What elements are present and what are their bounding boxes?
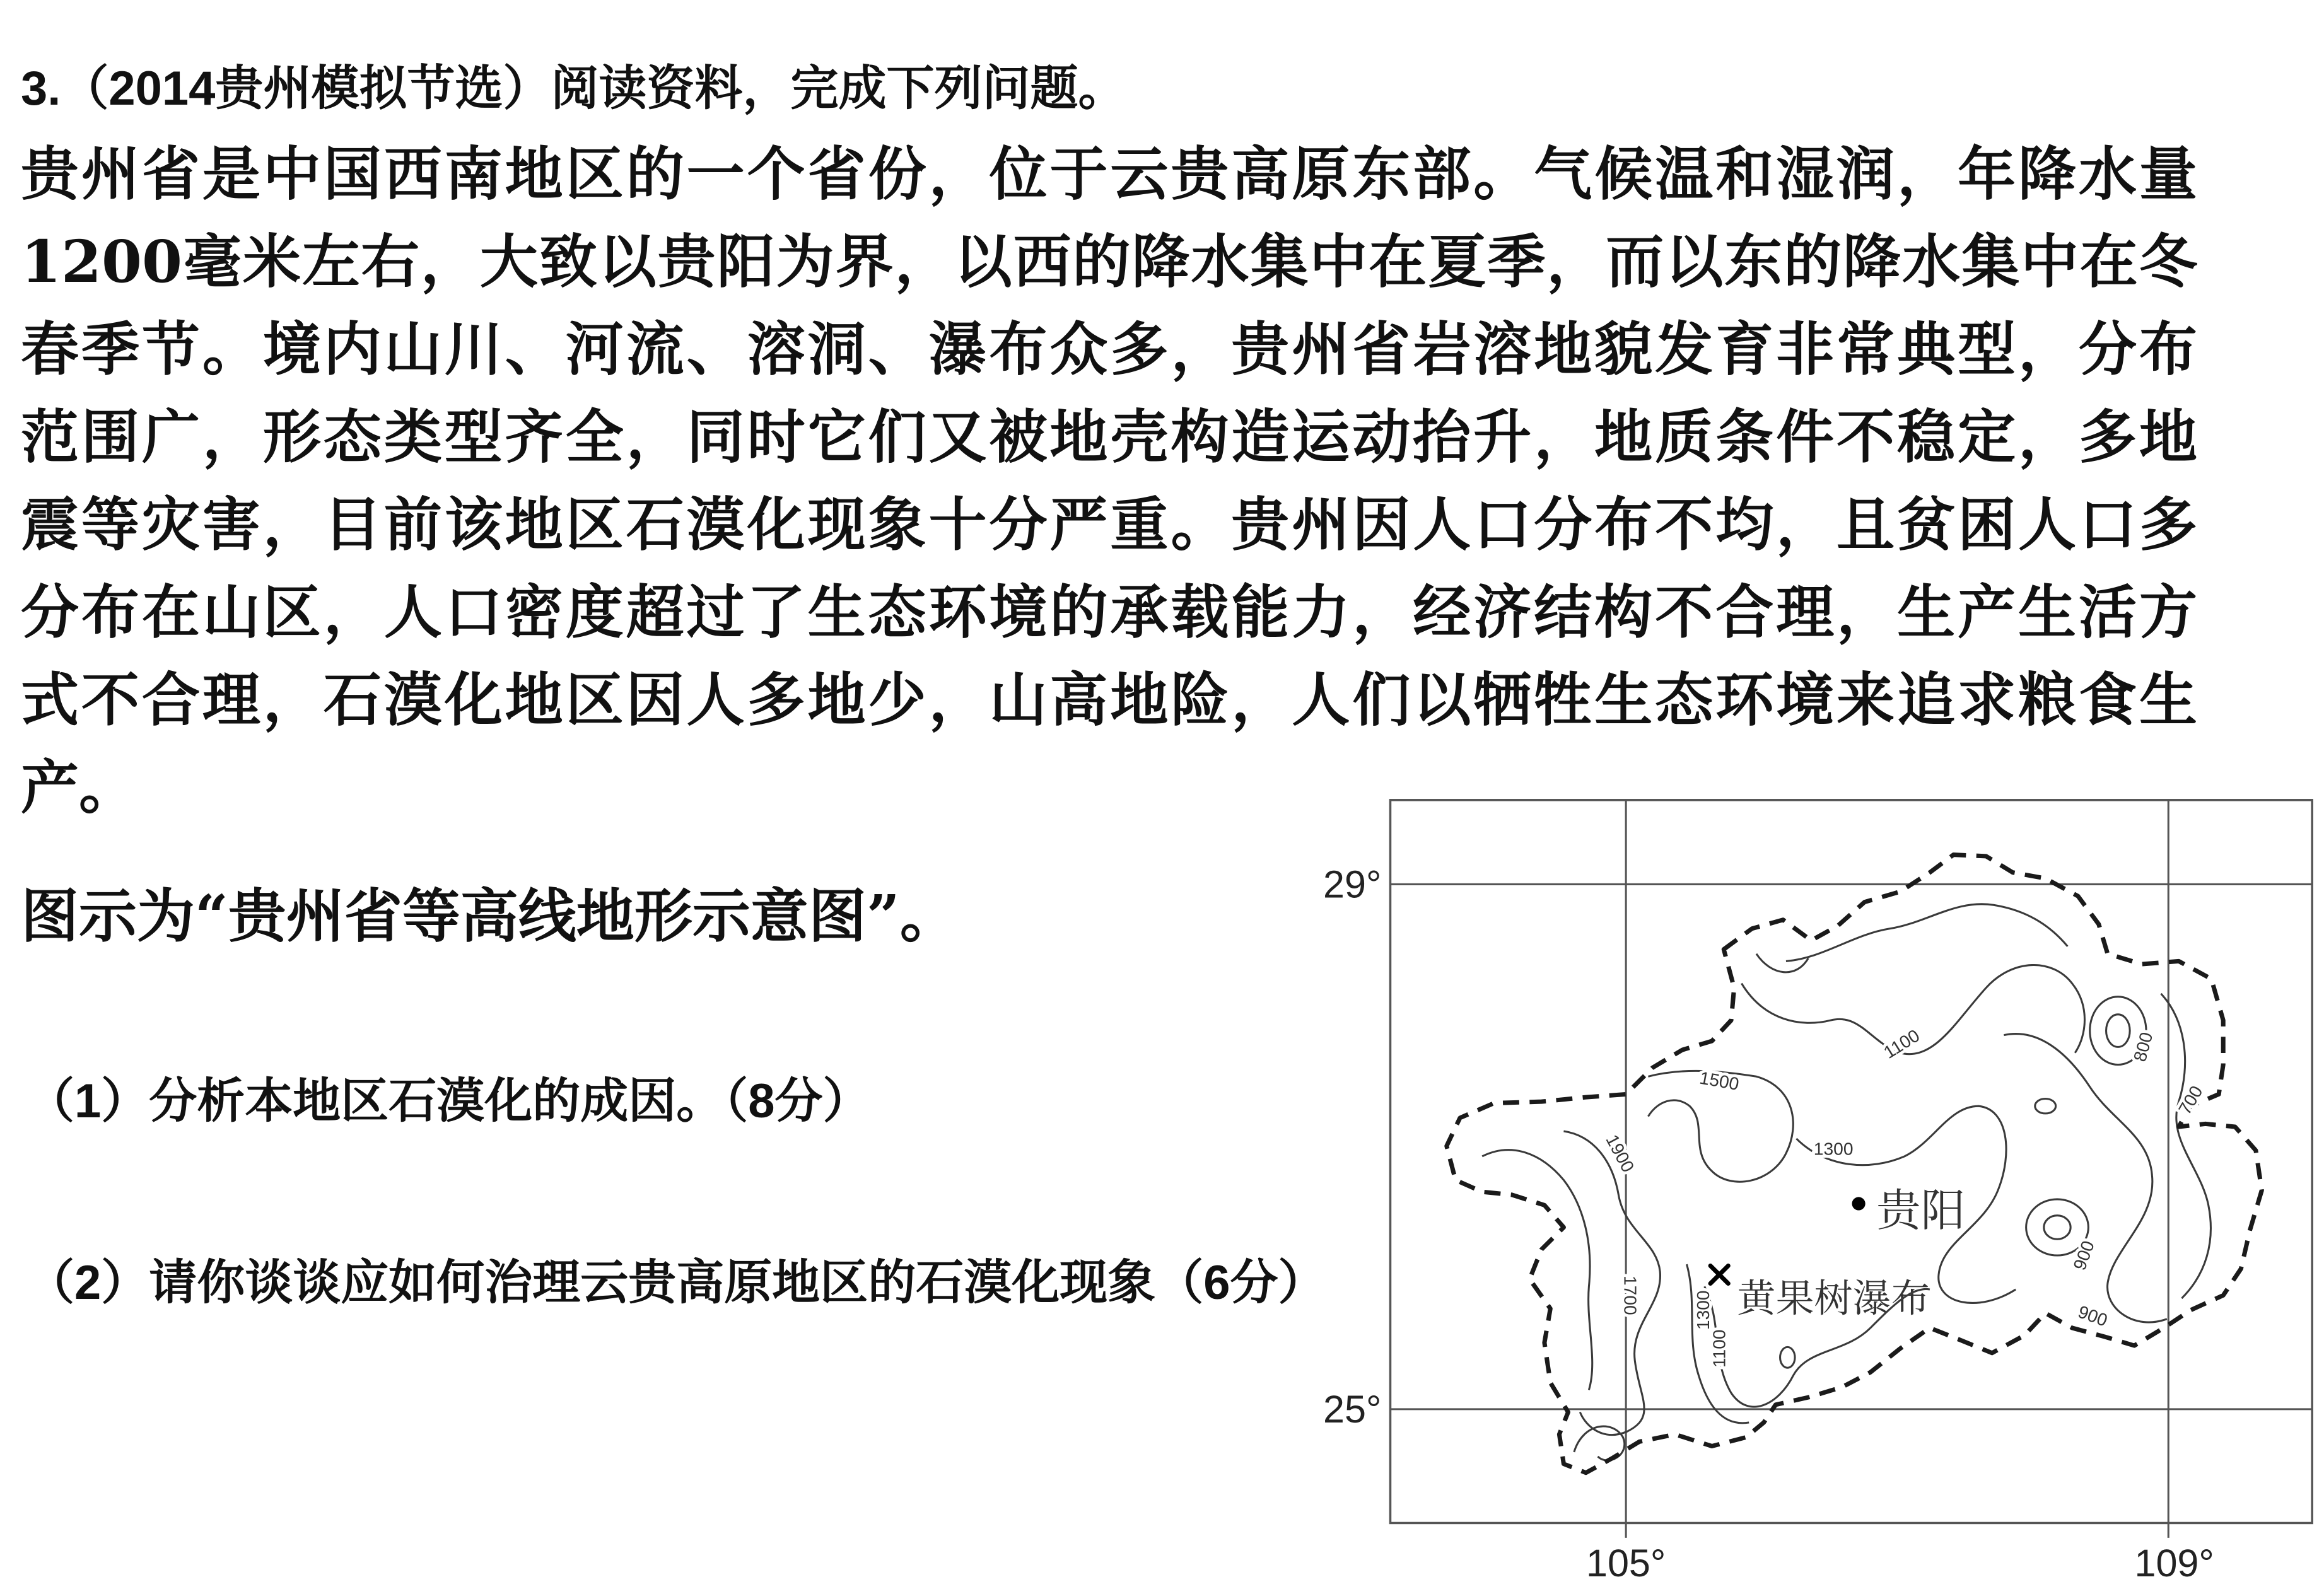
- contour-label: 900: [2075, 1301, 2110, 1330]
- latitude-label-25: 25°: [1323, 1387, 1382, 1431]
- contour-label: 1300: [1813, 1139, 1854, 1159]
- waterfall-label: 黄果树瀑布: [1737, 1277, 1930, 1320]
- guiyang-label: 贵阳: [1876, 1185, 1966, 1236]
- contour-label: 900: [2069, 1238, 2098, 1273]
- passage-line: 式不合理，石漠化地区因人多地少，山高地险，人们以牺牲生态环境来追求粮食生: [21, 666, 2197, 734]
- contour-line: [1780, 1347, 1796, 1368]
- contour-label: 1100: [1709, 1329, 1729, 1368]
- contour-map: [1287, 784, 2324, 1594]
- contour-line: [2106, 1015, 2130, 1047]
- contour-lines: [1482, 904, 2210, 1460]
- guiyang-dot-icon: [1852, 1197, 1866, 1210]
- question-header: 3.（2014贵州模拟节选）阅读资料，完成下列问题。: [21, 62, 1126, 115]
- sub-question-2: （2）请你谈谈应如何治理云贵高原地区的石漠化现象（6分）: [26, 1256, 1326, 1310]
- passage-line: 1200毫米左右，大致以贵阳为界，以西的降水集中在夏季，而以东的降水集中在冬: [21, 228, 2197, 296]
- figure-caption: 图示为“贵州省等高线地形示意图”。: [21, 882, 958, 950]
- contour-line: [1756, 954, 1808, 972]
- contour-line: [1482, 1150, 1592, 1390]
- contour-line: [2035, 1098, 2056, 1113]
- longitude-label-105: 105°: [1585, 1541, 1666, 1585]
- longitude-label-109: 109°: [2134, 1541, 2214, 1585]
- contour-label: 1900: [1602, 1131, 1638, 1176]
- passage-line: 震等灾害，目前该地区石漠化现象十分严重。贵州因人口分布不均，且贫困人口多: [21, 491, 2197, 559]
- contour-label: 1500: [1698, 1068, 1741, 1095]
- passage-line: 春季节。境内山川、河流、溶洞、瀑布众多，贵州省岩溶地貌发育非常典型，分布: [21, 315, 2197, 383]
- map-frame: [1391, 800, 2313, 1523]
- contour-line: [2044, 1216, 2070, 1240]
- sub-question-1: （1）分析本地区石漠化的成因。（8分）: [26, 1074, 871, 1128]
- reading-passage: [21, 131, 2197, 832]
- contour-label: 1100: [1880, 1025, 1924, 1062]
- passage-line: 范围广，形态类型齐全，同时它们又被地壳构造运动抬升，地质条件不稳定，多地: [21, 403, 2197, 471]
- passage-line: 分布在山区，人口密度超过了生态环境的承载能力，经济结构不合理，生产生活方: [21, 578, 2197, 646]
- contour-line: [2004, 1034, 2167, 1322]
- contour-label: 700: [2175, 1082, 2207, 1118]
- waterfall-cross-icon: [1710, 1265, 1728, 1283]
- passage-line: 贵州省是中国西南地区的一个省份，位于云贵高原东部。气候温和湿润，年降水量: [21, 140, 2197, 208]
- contour-line: [1563, 1131, 1660, 1434]
- contour-label: 1700: [1620, 1276, 1640, 1315]
- contour-label: 1300: [1693, 1290, 1713, 1330]
- latitude-label-29: 29°: [1323, 863, 1382, 906]
- passage-line: 产。: [21, 753, 137, 822]
- contour-label: 800: [2130, 1030, 2157, 1064]
